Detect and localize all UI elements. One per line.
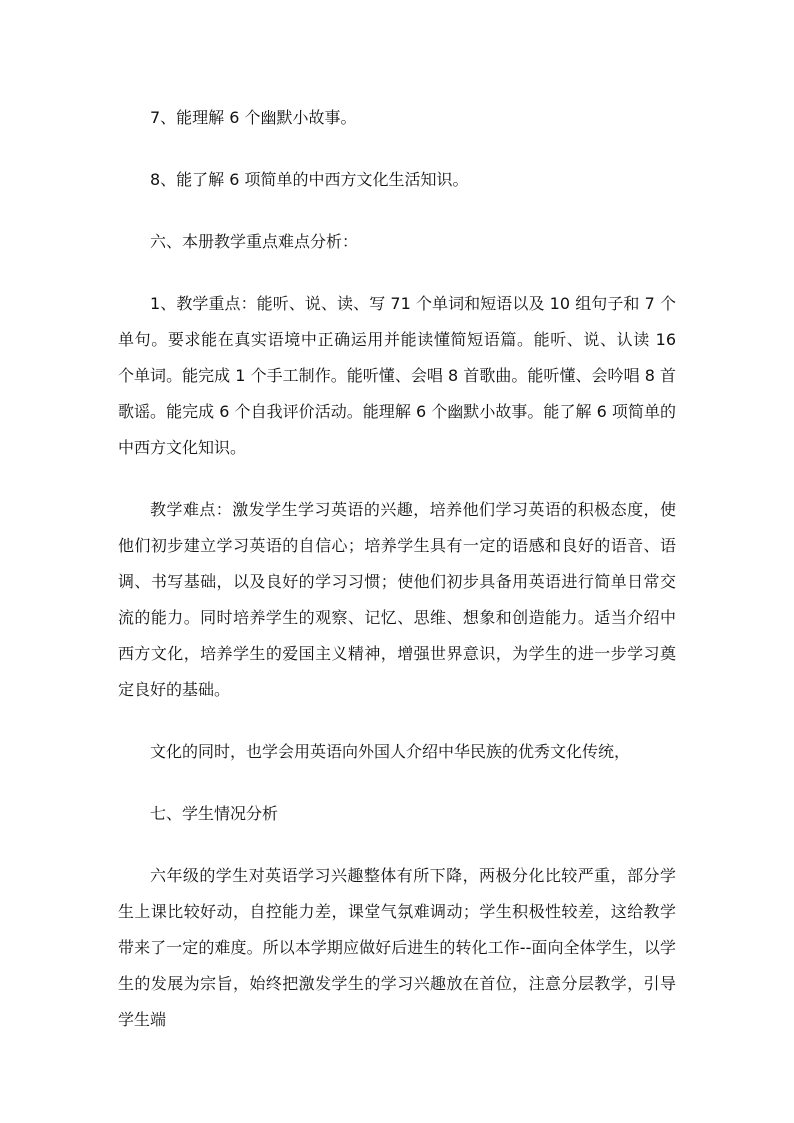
document-body [118, 100, 676, 1064]
paragraph-student-analysis: 六年级的学生对英语学习兴趣整体有所下降，两极分化比较严重，部分学生上课比较好动，自控能力差，课堂气氛难调动；学生积极性较差，这给教学带来了一定的难度。所以本学期应做好后进生的转化工作--面向全体学生，以学生的发展为宗旨，始终把激发学生的学习兴趣放在首位，注意分层教学，引导学生端 [118, 866, 676, 1029]
section-heading-key-points: 六、本册教学重点难点分析： [150, 232, 359, 251]
paragraph-objective-7: 7、能理解 6 个幽默小故事。 [150, 108, 357, 127]
paragraph-culture: 文化的同时，也学会用英语向外国人介绍中华民族的优秀文化传统， [150, 742, 631, 761]
paragraph-teaching-difficulty: 教学难点：激发学生学习英语的兴趣，培养他们学习英语的积极态度，使他们初步建立学习英语的自信心；培养学生具有一定的语感和良好的语音、语调、书写基础，以及良好的学习习惯；使他们初步具备用英语进行简单日常交流的能力。同时培养学生的观察、记忆、思维、想象和创造能力。适当介绍中西方文化，培养学生的爱国主义精神，增强世界意识，为学生的进一步学习奠定良好的基础。 [118, 500, 676, 699]
section-heading-student-analysis: 七、学生情况分析 [150, 804, 279, 823]
paragraph-teaching-focus: 1、教学重点：能听、说、读、写 71 个单词和短语以及 10 组句子和 7 个单句。要求能在真实语境中正确运用并能读懂简短语篇。能听、说、认读 16 个单词。能完成 1 个手工制作。能听懂、会唱 8 首歌曲。能听懂、会吟唱 8 首歌谣。能完成 6 个自我评价活动。能理解 6 个幽默小故事。能了解 6 项简单的中西方文化知识。 [118, 294, 676, 457]
paragraph-objective-8: 8、能了解 6 项简单的中西方文化生活知识。 [150, 170, 469, 189]
